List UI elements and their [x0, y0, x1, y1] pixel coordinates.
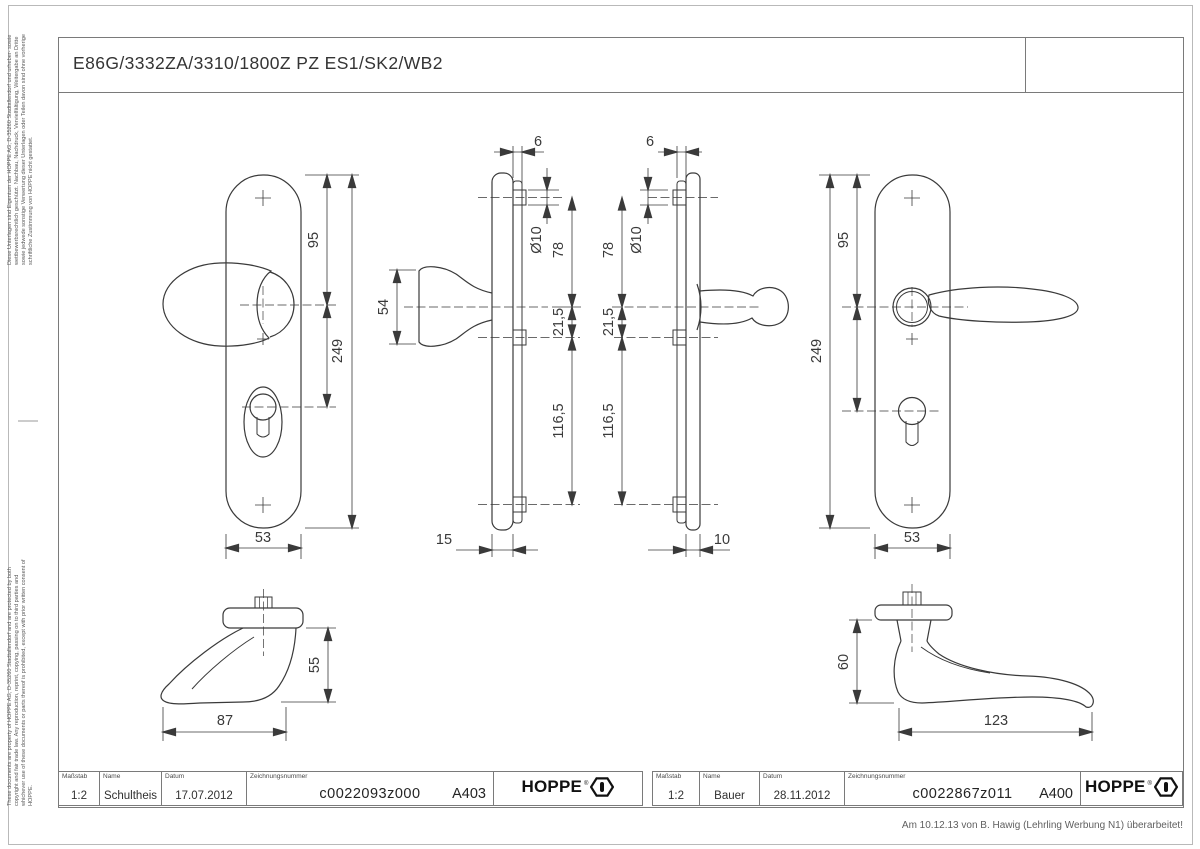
date-value: 17.07.2012: [175, 790, 233, 802]
dimension-label: 95: [306, 231, 322, 249]
drawing-number-label: Zeichnungsnummer: [250, 773, 308, 780]
dimension-label: 87: [216, 713, 234, 729]
name-label: Name: [703, 773, 721, 780]
title-block-left: [58, 771, 643, 806]
dimension-label: 21,5: [601, 307, 617, 337]
dimension-label: Ø10: [629, 226, 645, 254]
name-cell: [99, 772, 161, 805]
brand-cell: [1080, 772, 1182, 805]
dimension-label: 21,5: [551, 307, 567, 337]
dimension-label: 55: [307, 656, 323, 674]
side-view-knob-plate: [376, 134, 581, 557]
scale-cell: [59, 772, 99, 805]
dimension-label: 15: [435, 532, 453, 548]
front-view-lever-plate: [809, 175, 1078, 559]
date-value: 28.11.2012: [773, 790, 831, 802]
date-cell: [759, 772, 844, 805]
dimension-label: 6: [533, 134, 543, 150]
sheet-number: A400: [1039, 786, 1073, 802]
dimension-lines: [389, 146, 581, 557]
drawing-number-label: Zeichnungsnummer: [848, 773, 906, 780]
scale-cell: [653, 772, 699, 805]
hoppe-logo: [1085, 777, 1178, 797]
dimension-label: 78: [601, 241, 617, 259]
name-value: Schultheis: [103, 790, 158, 802]
title-block-right: [652, 771, 1183, 806]
dimension-lines: [226, 175, 359, 559]
dimension-label: 6: [645, 134, 655, 150]
drawing-number-value: c0022867z011: [912, 786, 1013, 802]
lever-profile-drawing: [836, 584, 1093, 741]
dimension-label: 116,5: [601, 403, 617, 439]
side-view-lever-plate: [601, 134, 788, 557]
date-cell: [161, 772, 246, 805]
hoppe-logo: [522, 777, 615, 797]
scale-label: Maßstab: [62, 773, 88, 780]
hoppe-logo-text: HOPPE: [1085, 777, 1146, 796]
name-cell: [699, 772, 759, 805]
dimension-label: 95: [836, 231, 852, 249]
front-view-knob-plate: [163, 175, 359, 559]
drawing-title: E86G/3332ZA/3310/1800Z PZ ES1/SK2/WB2: [73, 53, 443, 73]
drawing-number-cell: [844, 772, 1080, 805]
dimension-label: 54: [376, 298, 392, 316]
copyright-note-german: Diese Unterlagen sind Eigentum der HOPPE AG, D-35260 Stadtallendorf und urheber- sowie wettbewerbsrechtlich geschützt. Nachbau, Nachdruck, Vervielfältigung, Weitergabe an Dritte sowie jedwede sonstige Verwertung dieser Unterlagen oder Teilen davon sind ohne vorherige schriftliche Zustimmung von HOPPE nicht gestattet.: [7, 34, 34, 265]
copyright-note-english: These documents are property of HOPPE AG, D-35260 Stadtallendorf and are protected by both copyright and fair trade law. Any reproduction, reprint, copying, passing on to third parties and whichever use of these documents or parts thereof is prohibited, except with prior written consent of HOPPE.: [7, 559, 34, 806]
dimension-lines: [622, 146, 730, 557]
dimension-label: 60: [836, 653, 852, 671]
dimension-label: 249: [330, 338, 346, 364]
hoppe-hexagon-icon: [1154, 777, 1178, 797]
registered-mark: ®: [584, 781, 589, 787]
drawing-number-value: c0022093z000: [319, 786, 421, 802]
brand-cell: [493, 772, 642, 805]
dimension-label: 116,5: [551, 403, 567, 439]
scale-value: 1:2: [71, 790, 87, 802]
dimension-label: 78: [551, 241, 567, 259]
dimension-label: 10: [713, 532, 731, 548]
dimension-label: 53: [903, 530, 921, 546]
sheet-number: A403: [452, 786, 486, 802]
revision-note: Am 10.12.13 von B. Hawig (Lehrling Werbung N1) überarbeitet!: [901, 820, 1183, 831]
knob-profile-drawing: [161, 589, 336, 741]
scale-label: Maßstab: [656, 773, 682, 780]
dimension-lines: [163, 628, 336, 741]
name-value: Bauer: [714, 790, 745, 802]
name-label: Name: [103, 773, 121, 780]
date-label: Datum: [165, 773, 185, 780]
hoppe-logo-text: HOPPE: [521, 777, 583, 796]
dimension-lines: [849, 620, 1092, 741]
date-label: Datum: [763, 773, 783, 780]
drawing-number-cell: [246, 772, 493, 805]
dimension-label: Ø10: [529, 226, 545, 254]
dimension-label: 249: [809, 338, 825, 364]
registered-mark: ®: [1147, 781, 1152, 787]
hoppe-hexagon-icon: [590, 777, 614, 797]
dimension-label: 123: [983, 713, 1009, 729]
scale-value: 1:2: [668, 790, 684, 802]
dimension-label: 53: [254, 530, 272, 546]
